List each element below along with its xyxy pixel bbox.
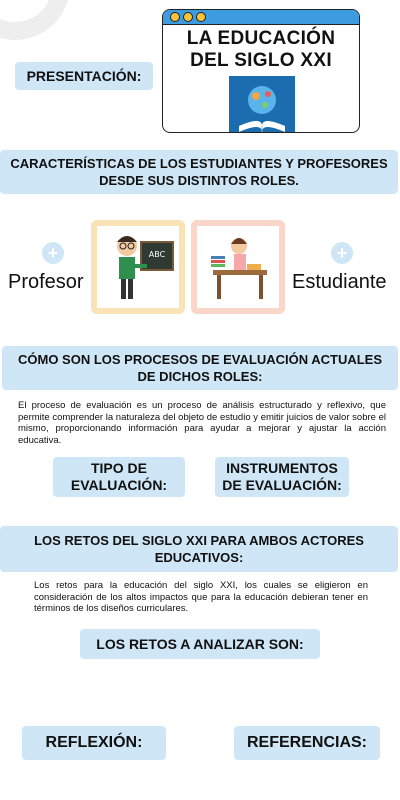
box-line: DE EVALUACIÓN:: [222, 477, 342, 493]
page-title-line: DEL SIGLO XXI: [190, 50, 332, 71]
reflexion-box: REFLEXIÓN:: [22, 726, 166, 760]
education-book-image: [229, 76, 295, 133]
evaluacion-heading: [2, 346, 398, 390]
window-dot-icon: [196, 12, 206, 22]
teacher-illustration: [91, 220, 185, 314]
evaluacion-paragraph: El proceso de evaluación es un proceso de análisis estructurado y reflexivo, que permite comprender la naturaleza del objeto de estudio y emitir juicios de valor sobre el mismo, proporcionando información para ayudar a mejorar y ajustar la acción educativa.: [18, 400, 386, 446]
role-estudiante: Estudiante: [292, 271, 387, 293]
page-title: [163, 28, 359, 72]
chalkboard-text: ABC: [148, 250, 166, 259]
plus-icon: +: [331, 242, 353, 264]
referencias-box: REFERENCIAS:: [234, 726, 380, 760]
instrumentos-evaluacion-box: [215, 457, 349, 497]
role-profesor: Profesor: [8, 271, 84, 293]
teacher-card: [91, 220, 185, 314]
decorative-arc: [0, 0, 70, 40]
caracteristicas-heading: [0, 150, 398, 194]
retos-heading: [0, 526, 398, 572]
window-title-bar: [163, 10, 359, 25]
page-title-line: LA EDUCACIÓN: [186, 28, 336, 49]
tipo-evaluacion-box: [53, 457, 185, 497]
window-dot-icon: [170, 12, 180, 22]
heading-line: LOS RETOS DEL SIGLO XXI PARA AMBOS ACTORES: [34, 533, 364, 548]
retos-paragraph: Los retos para la educación del siglo XXI, los cuales se eligieron en consideración de los altos impactos que para la educación debieran tener en términos de los diseños curriculares.: [34, 580, 368, 614]
box-line: INSTRUMENTOS: [226, 460, 338, 476]
box-line: TIPO DE: [90, 460, 147, 476]
student-card: [191, 220, 285, 314]
plus-icon: +: [42, 242, 64, 264]
heading-line: DE DICHOS ROLES:: [137, 369, 263, 384]
presentacion-label: PRESENTACIÓN:: [15, 62, 153, 90]
heading-line: CÓMO SON LOS PROCESOS DE EVALUACIÓN ACTUALES: [17, 352, 383, 367]
box-line: EVALUACIÓN:: [70, 477, 168, 493]
title-window: [162, 9, 360, 133]
heading-line: EDUCATIVOS:: [154, 550, 244, 565]
student-illustration: [191, 220, 285, 314]
window-dot-icon: [183, 12, 193, 22]
heading-line: DESDE SUS DISTINTOS ROLES.: [99, 173, 299, 188]
heading-line: CARACTERÍSTICAS DE LOS ESTUDIANTES Y PROFESORES: [10, 156, 388, 171]
retos-analizar-box: LOS RETOS A ANALIZAR SON:: [80, 629, 320, 659]
